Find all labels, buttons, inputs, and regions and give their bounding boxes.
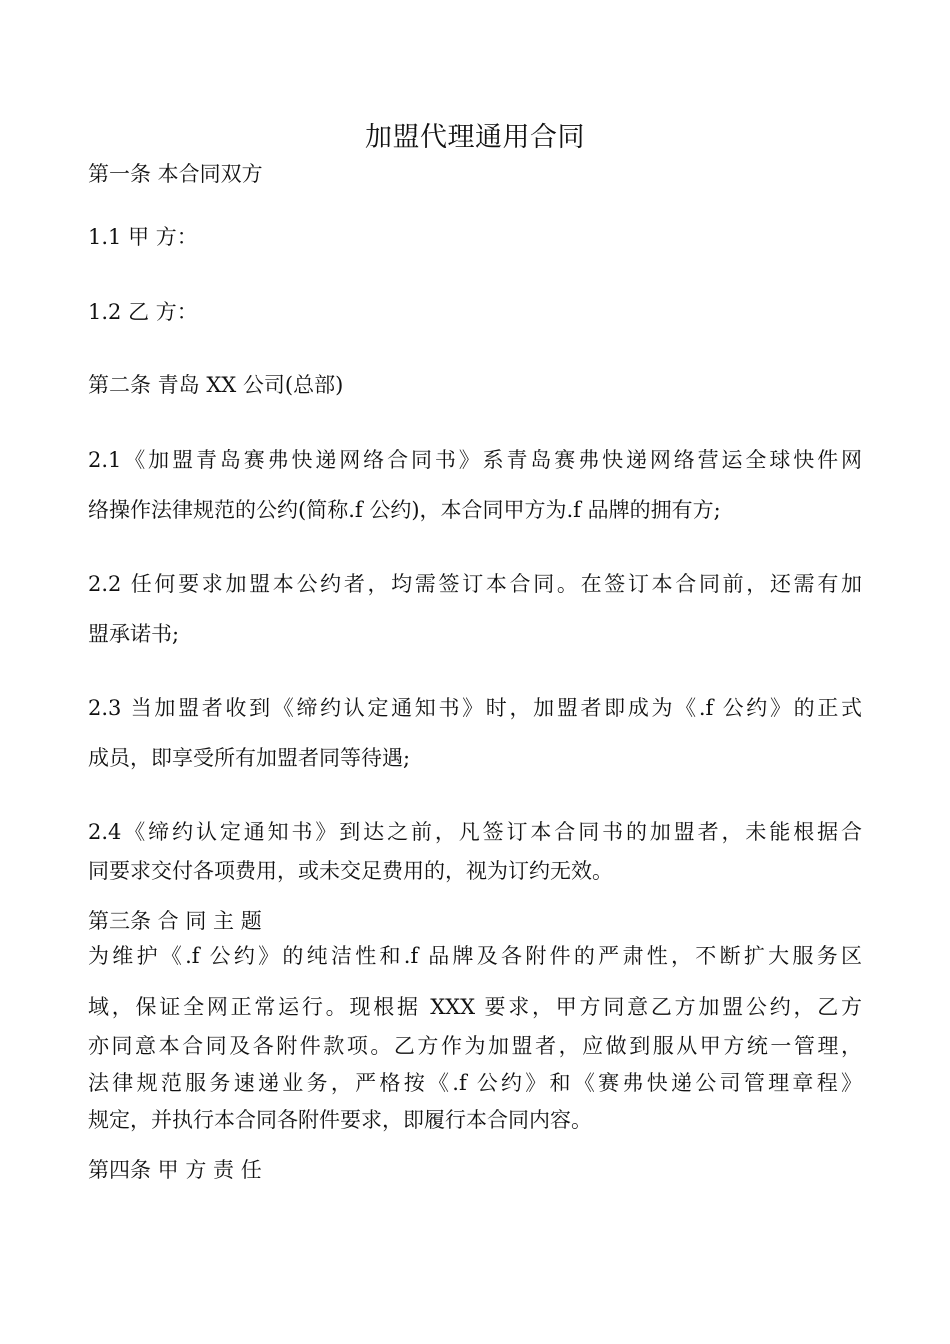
- article-2-heading: 第二条 青岛 XX 公司(总部): [88, 373, 344, 397]
- clause-2-2-line-2: 盟承诺书;: [88, 622, 180, 646]
- article-3-line-3: 亦同意本合同及各附件款项。乙方作为加盟者，应做到服从甲方统一管理，: [88, 1034, 862, 1058]
- clause-2-3-line-2: 成员，即享受所有加盟者同等待遇;: [88, 746, 411, 770]
- clause-2-1-line-1: 2.1《加盟青岛赛弗快递网络合同书》系青岛赛弗快递网络营运全球快件网: [88, 448, 862, 472]
- clause-1-1: 1.1 甲 方：: [88, 225, 198, 249]
- article-1-heading: 第一条 本合同双方: [88, 162, 263, 186]
- article-3-line-4: 法律规范服务速递业务，严格按《.f 公约》和《赛弗快递公司管理章程》: [88, 1071, 862, 1095]
- document-title: 加盟代理通用合同: [365, 122, 585, 153]
- clause-2-1-line-2: 络操作法律规范的公约(简称.f 公约)，本合同甲方为.f 品牌的拥有方;: [88, 498, 721, 522]
- clause-2-4-line-2: 同要求交付各项费用，或未交足费用的，视为订约无效。: [88, 859, 613, 883]
- article-3-line-1: 为维护《.f 公约》的纯洁性和.f 品牌及各附件的严肃性，不断扩大服务区: [88, 944, 862, 968]
- article-3-line-5: 规定，并执行本合同各附件要求，即履行本合同内容。: [88, 1108, 592, 1132]
- clause-2-2-line-1: 2.2 任何要求加盟本公约者，均需签订本合同。在签订本合同前，还需有加: [88, 572, 862, 596]
- clause-2-3-line-1: 2.3 当加盟者收到《缔约认定通知书》时，加盟者即成为《.f 公约》的正式: [88, 696, 862, 720]
- clause-1-2: 1.2 乙 方：: [88, 300, 198, 324]
- article-3-heading: 第三条 合 同 主 题: [88, 909, 262, 933]
- clause-2-4-line-1: 2.4《缔约认定通知书》到达之前，凡签订本合同书的加盟者，未能根据合: [88, 820, 862, 844]
- article-3-line-2: 域，保证全网正常运行。现根据 XXX 要求，甲方同意乙方加盟公约，乙方: [88, 995, 862, 1019]
- article-4-heading: 第四条 甲 方 责 任: [88, 1158, 262, 1182]
